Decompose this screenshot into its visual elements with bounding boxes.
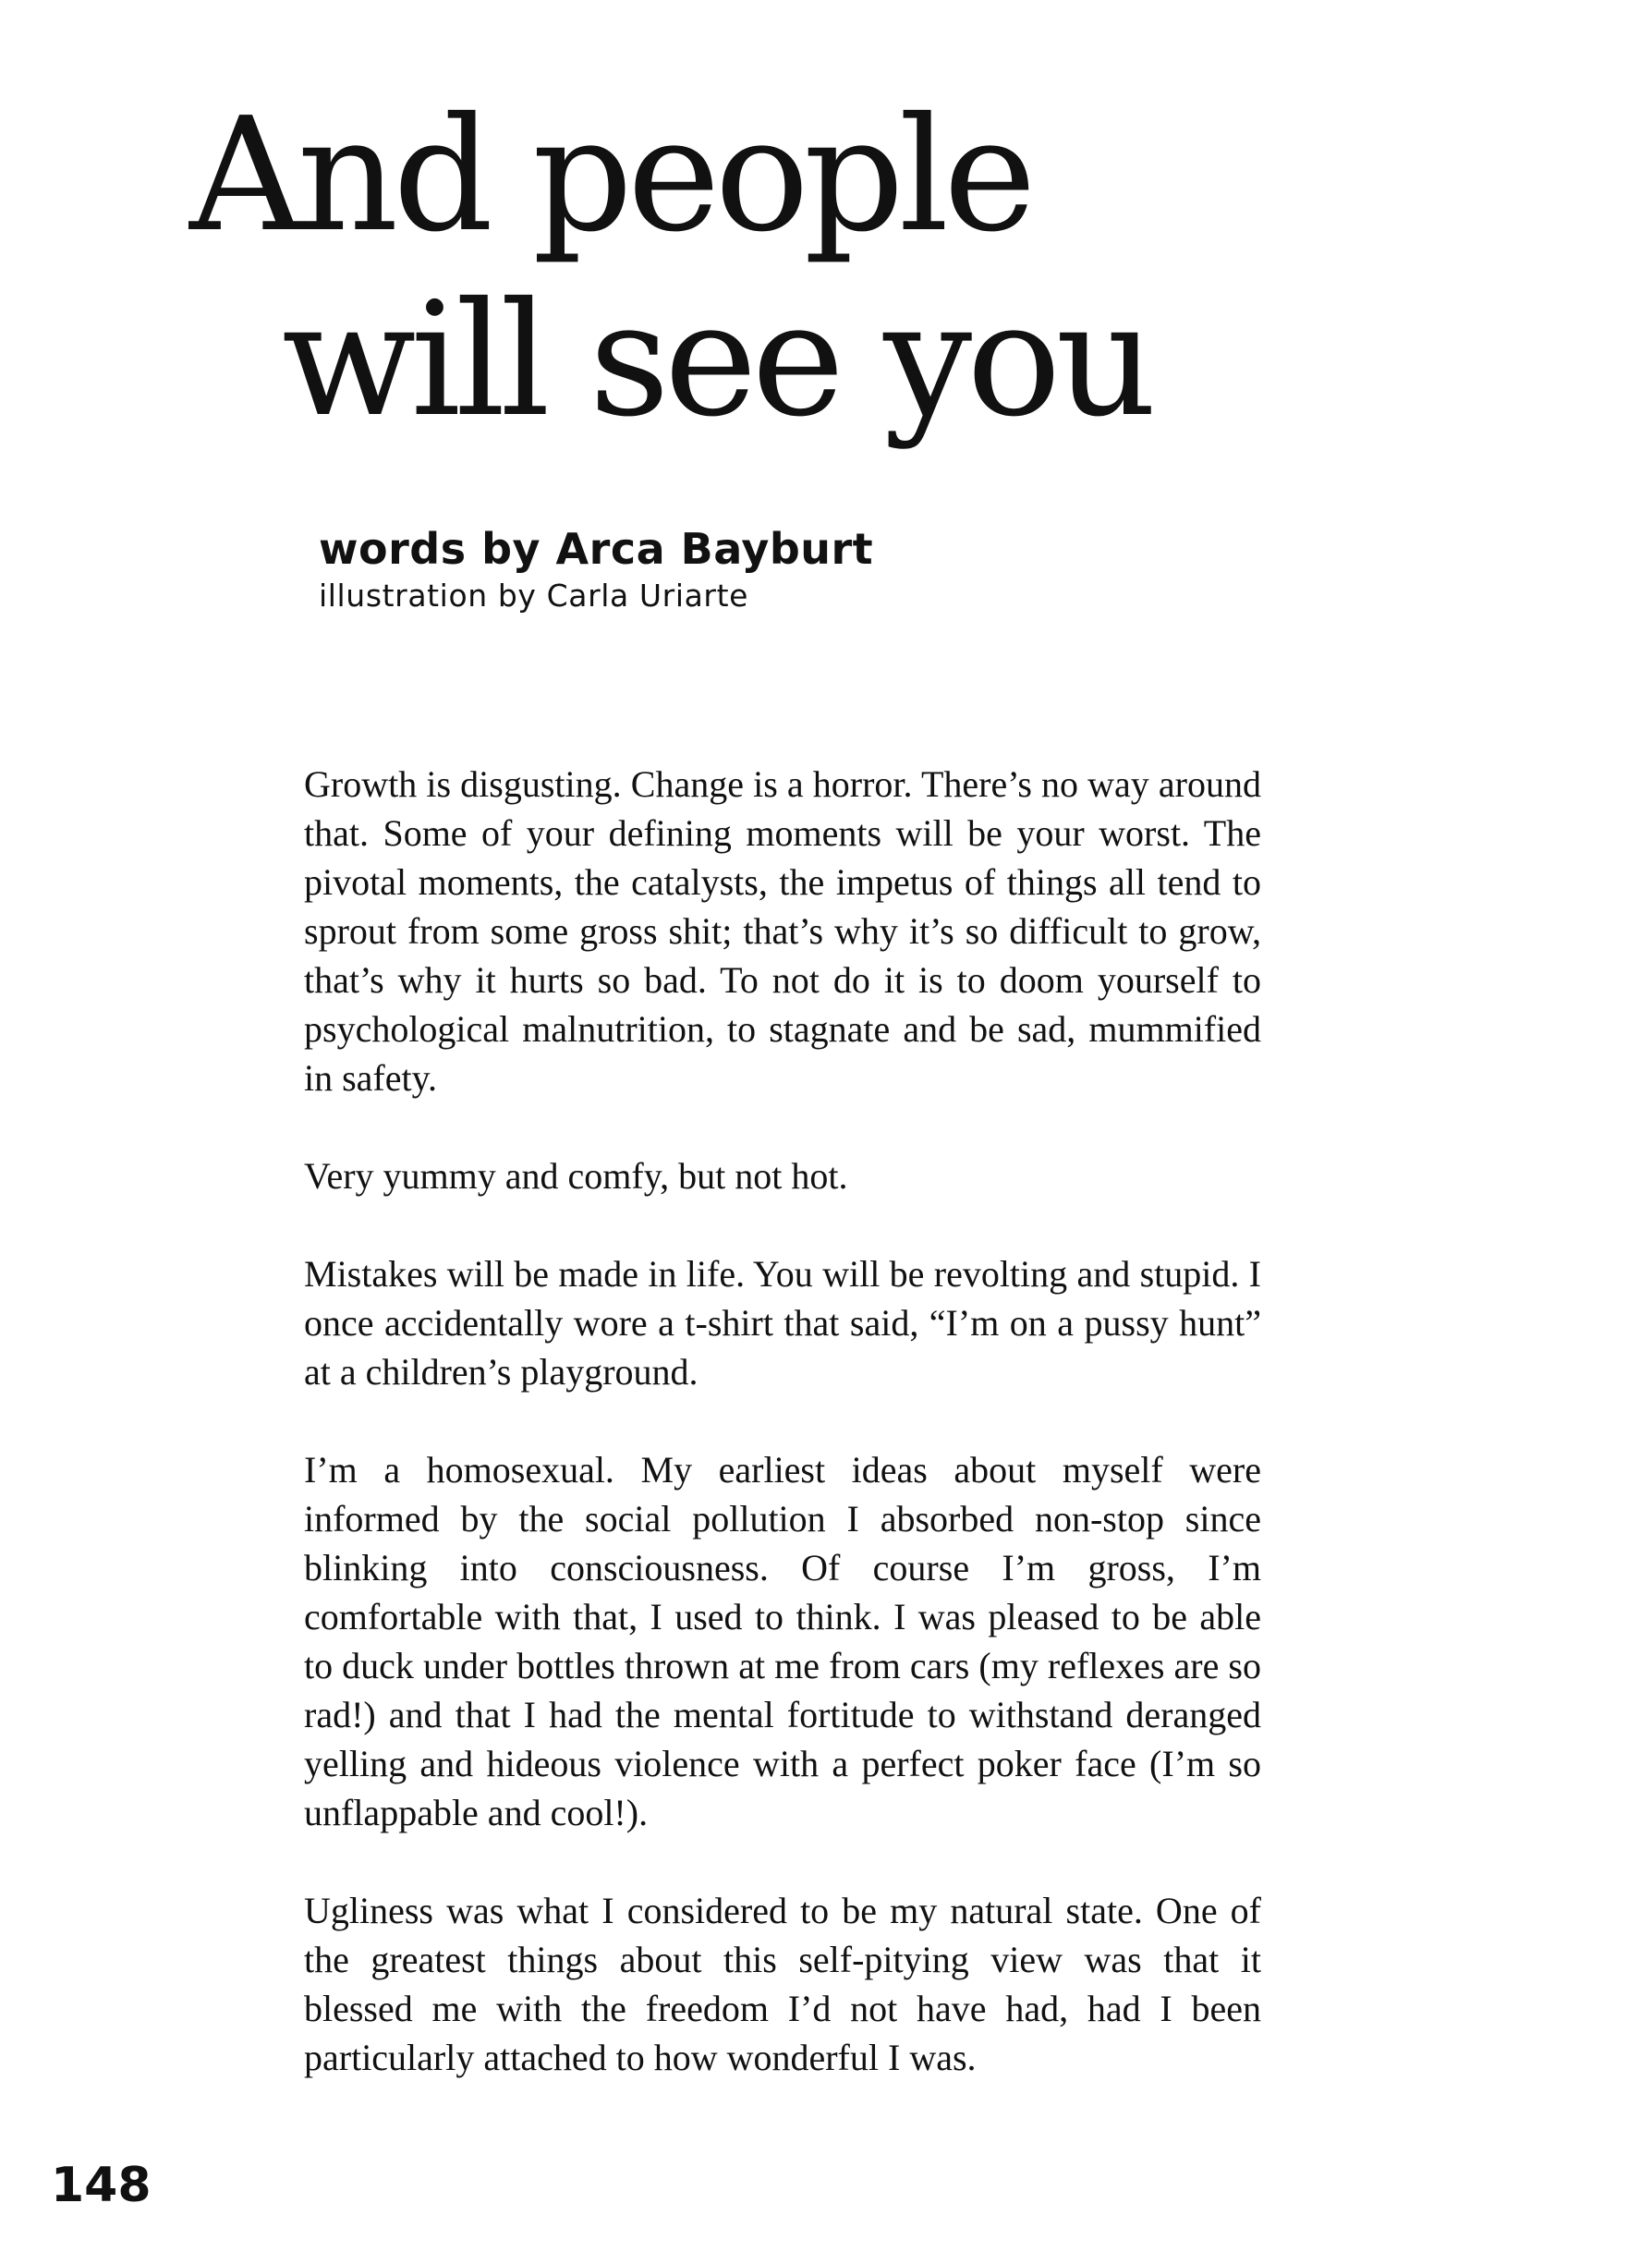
illustrator-credit: illustration by Carla Uriarte — [319, 578, 749, 614]
byline — [319, 522, 873, 616]
headline-line-2: will see you — [282, 269, 1152, 452]
author-credit: words by Arca Bayburt — [319, 524, 874, 574]
paragraph-1: Growth is disgusting. Change is a horror. There’s no way around that. Some of your defining moments will be your worst. The pivotal moments, the catalysts, the impetus of things all tend to sprout from some gross shit; that’s why it’s so difficult to grow, that’s why it hurts so bad. To not do it is to doom yourself to psychological malnutrition, to stagnate and be sad, mummified in safety. — [304, 763, 1261, 1099]
article-body — [304, 760, 1261, 2131]
paragraph-5: Ugliness was what I considered to be my natural state. One of the greatest things about this self-pitying view was that it blessed me with the freedom I’d not have had, had I been particularly attached to how wonderful I was. — [304, 1890, 1261, 2078]
paragraph-3: Mistakes will be made in life. You will be revolting and stupid. I once accidentally wore a t-shirt that said, “I’m on a pussy hunt” at a children’s playground. — [304, 1253, 1261, 1393]
article-headline — [189, 83, 1151, 453]
headline-line-1: And people — [189, 84, 1031, 267]
page-number: 148 — [51, 2158, 152, 2213]
paragraph-2: Very yummy and comfy, but not hot. — [304, 1155, 848, 1197]
paragraph-4: I’m a homosexual. My earliest ideas about myself were informed by the social pollution I absorbed non-stop since blinking into consciousness. Of course I’m gross, I’m comfortable with that, I used to think. I was pleased to be able to duck under bottles thrown at me from cars (my reflexes are so rad!) and that I had the mental fortitude to withstand deranged yelling and hideous violence with a perfect poker face (I’m so unflappable and cool!). — [304, 1449, 1261, 1833]
